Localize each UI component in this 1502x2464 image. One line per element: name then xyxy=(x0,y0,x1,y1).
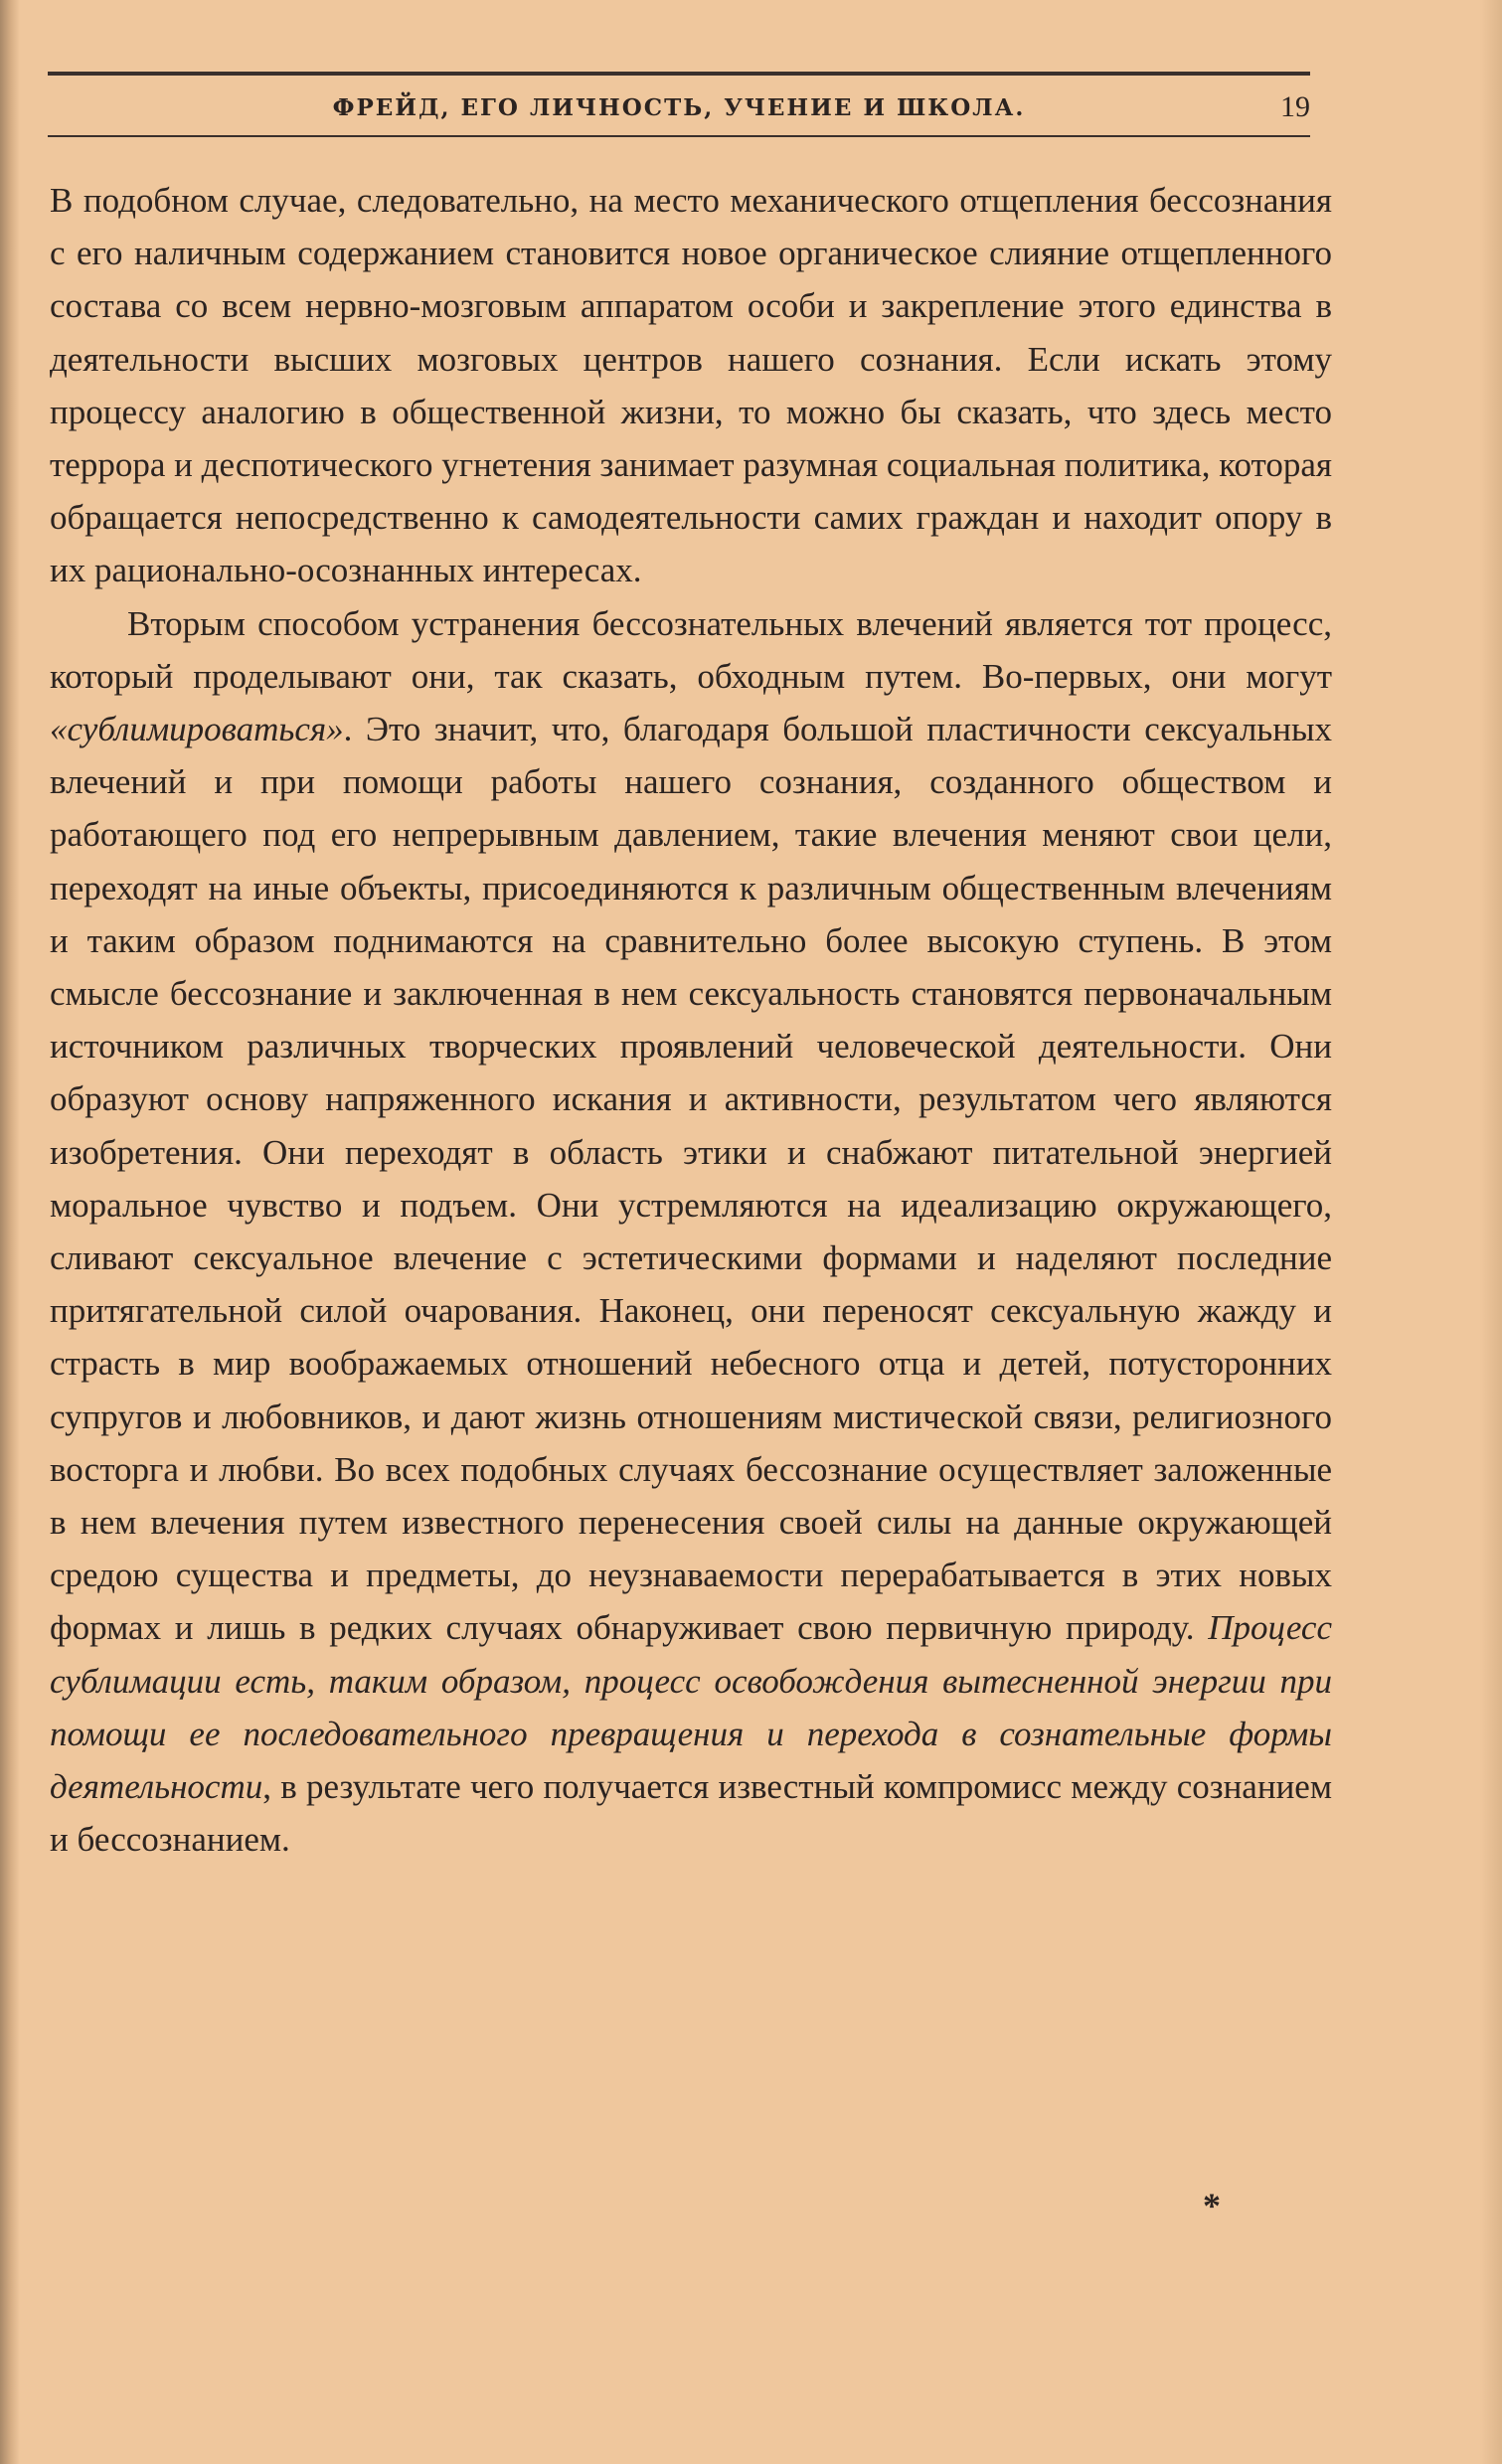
paragraph-2-text-a: Вторым способом устранения бессознательных влечений является тот процесс, который проделывают они, так сказать, обходным путем. Во-первых, они могут xyxy=(50,603,1332,696)
page-right-edge xyxy=(1480,0,1502,2464)
paragraph-2 xyxy=(50,597,1332,1867)
paragraph-2-text-b: . Это значит, что, благодаря большой пластичности сексуальных влечений и при помощи работы нашего сознания, созданного обществом и работающего под его непрерывным давлением, такие влечения меняют свои цели, переходят на иные объекты, присоединяются к различным общественным влечениям и таким образом поднимаются на сравнительно более высокую ступень. В этом смысле бессознание и заключенная в нем сексуальность становятся первоначальным источником различных творческих проявлений человеческой деятельности. Они образуют основу напряженного искания и активности, результатом чего являются изобретения. Они переходят в область этики и снабжают питательной энергией моральное чувство и подъем. Они устремляются на идеализацию окружающего, сливают сексуальное влечение с эстетическими формами и наделяют последние притягательной силой очарования. Наконец, они переносят сексуальную жажду и страсть в мир воображаемых отношений небесного отца и детей, потусторонних супругов и любовников, и дают жизнь отношениям мистической связи, религиозного восторга и любви. Во всех подобных случаях бессознание осуществляет заложенные в нем влечения путем известного перенесения своей силы на данные окружающей средою существа и предметы, до неузнаваемости перерабатывается в этих новых формах и лишь в редких случаях обнаруживает свою первичную природу. xyxy=(50,710,1332,1648)
section-asterisk: * xyxy=(1203,2186,1221,2225)
paragraph-2-emphasis-definition: Процесс сублимации есть, таким образом, процесс освобождения вытесненной энергии при помощи ее последовательного превращения и перехода в сознательные формы деятельности xyxy=(50,1608,1332,1807)
page-number: 19 xyxy=(1280,90,1310,123)
running-title: ФРЕЙД, ЕГО ЛИЧНОСТЬ, УЧЕНИЕ И ШКОЛА. xyxy=(332,93,1026,121)
paragraph-1: В подобном случае, следовательно, на место механического отщепления бессознания с его наличным содержанием становится новое органическое слияние отщепленного состава со всем нервно-мозговым аппаратом особи и закрепление этого единства в деятельности высших мозговых центров нашего сознания. Если искать этому процессу аналогию в общественной жизни, то можно бы сказать, что здесь место террора и деспотического угнетения занимает разумная социальная политика, которая обращается непосредственно к самодеятельности самих граждан и находит опору в их рационально-осознанных интересах. xyxy=(50,181,1332,590)
header-bottom-rule xyxy=(48,135,1310,137)
running-head xyxy=(48,85,1310,129)
header-top-rule xyxy=(48,72,1310,76)
page-binding-edge xyxy=(0,0,20,2464)
paragraph-2-emphasis-sublimation: «сублимироваться» xyxy=(50,710,344,749)
body-text xyxy=(50,174,1332,1867)
paragraph-2-text-c: , в результате чего получается известный компромисс между сознанием и бессознанием. xyxy=(50,1767,1332,1860)
